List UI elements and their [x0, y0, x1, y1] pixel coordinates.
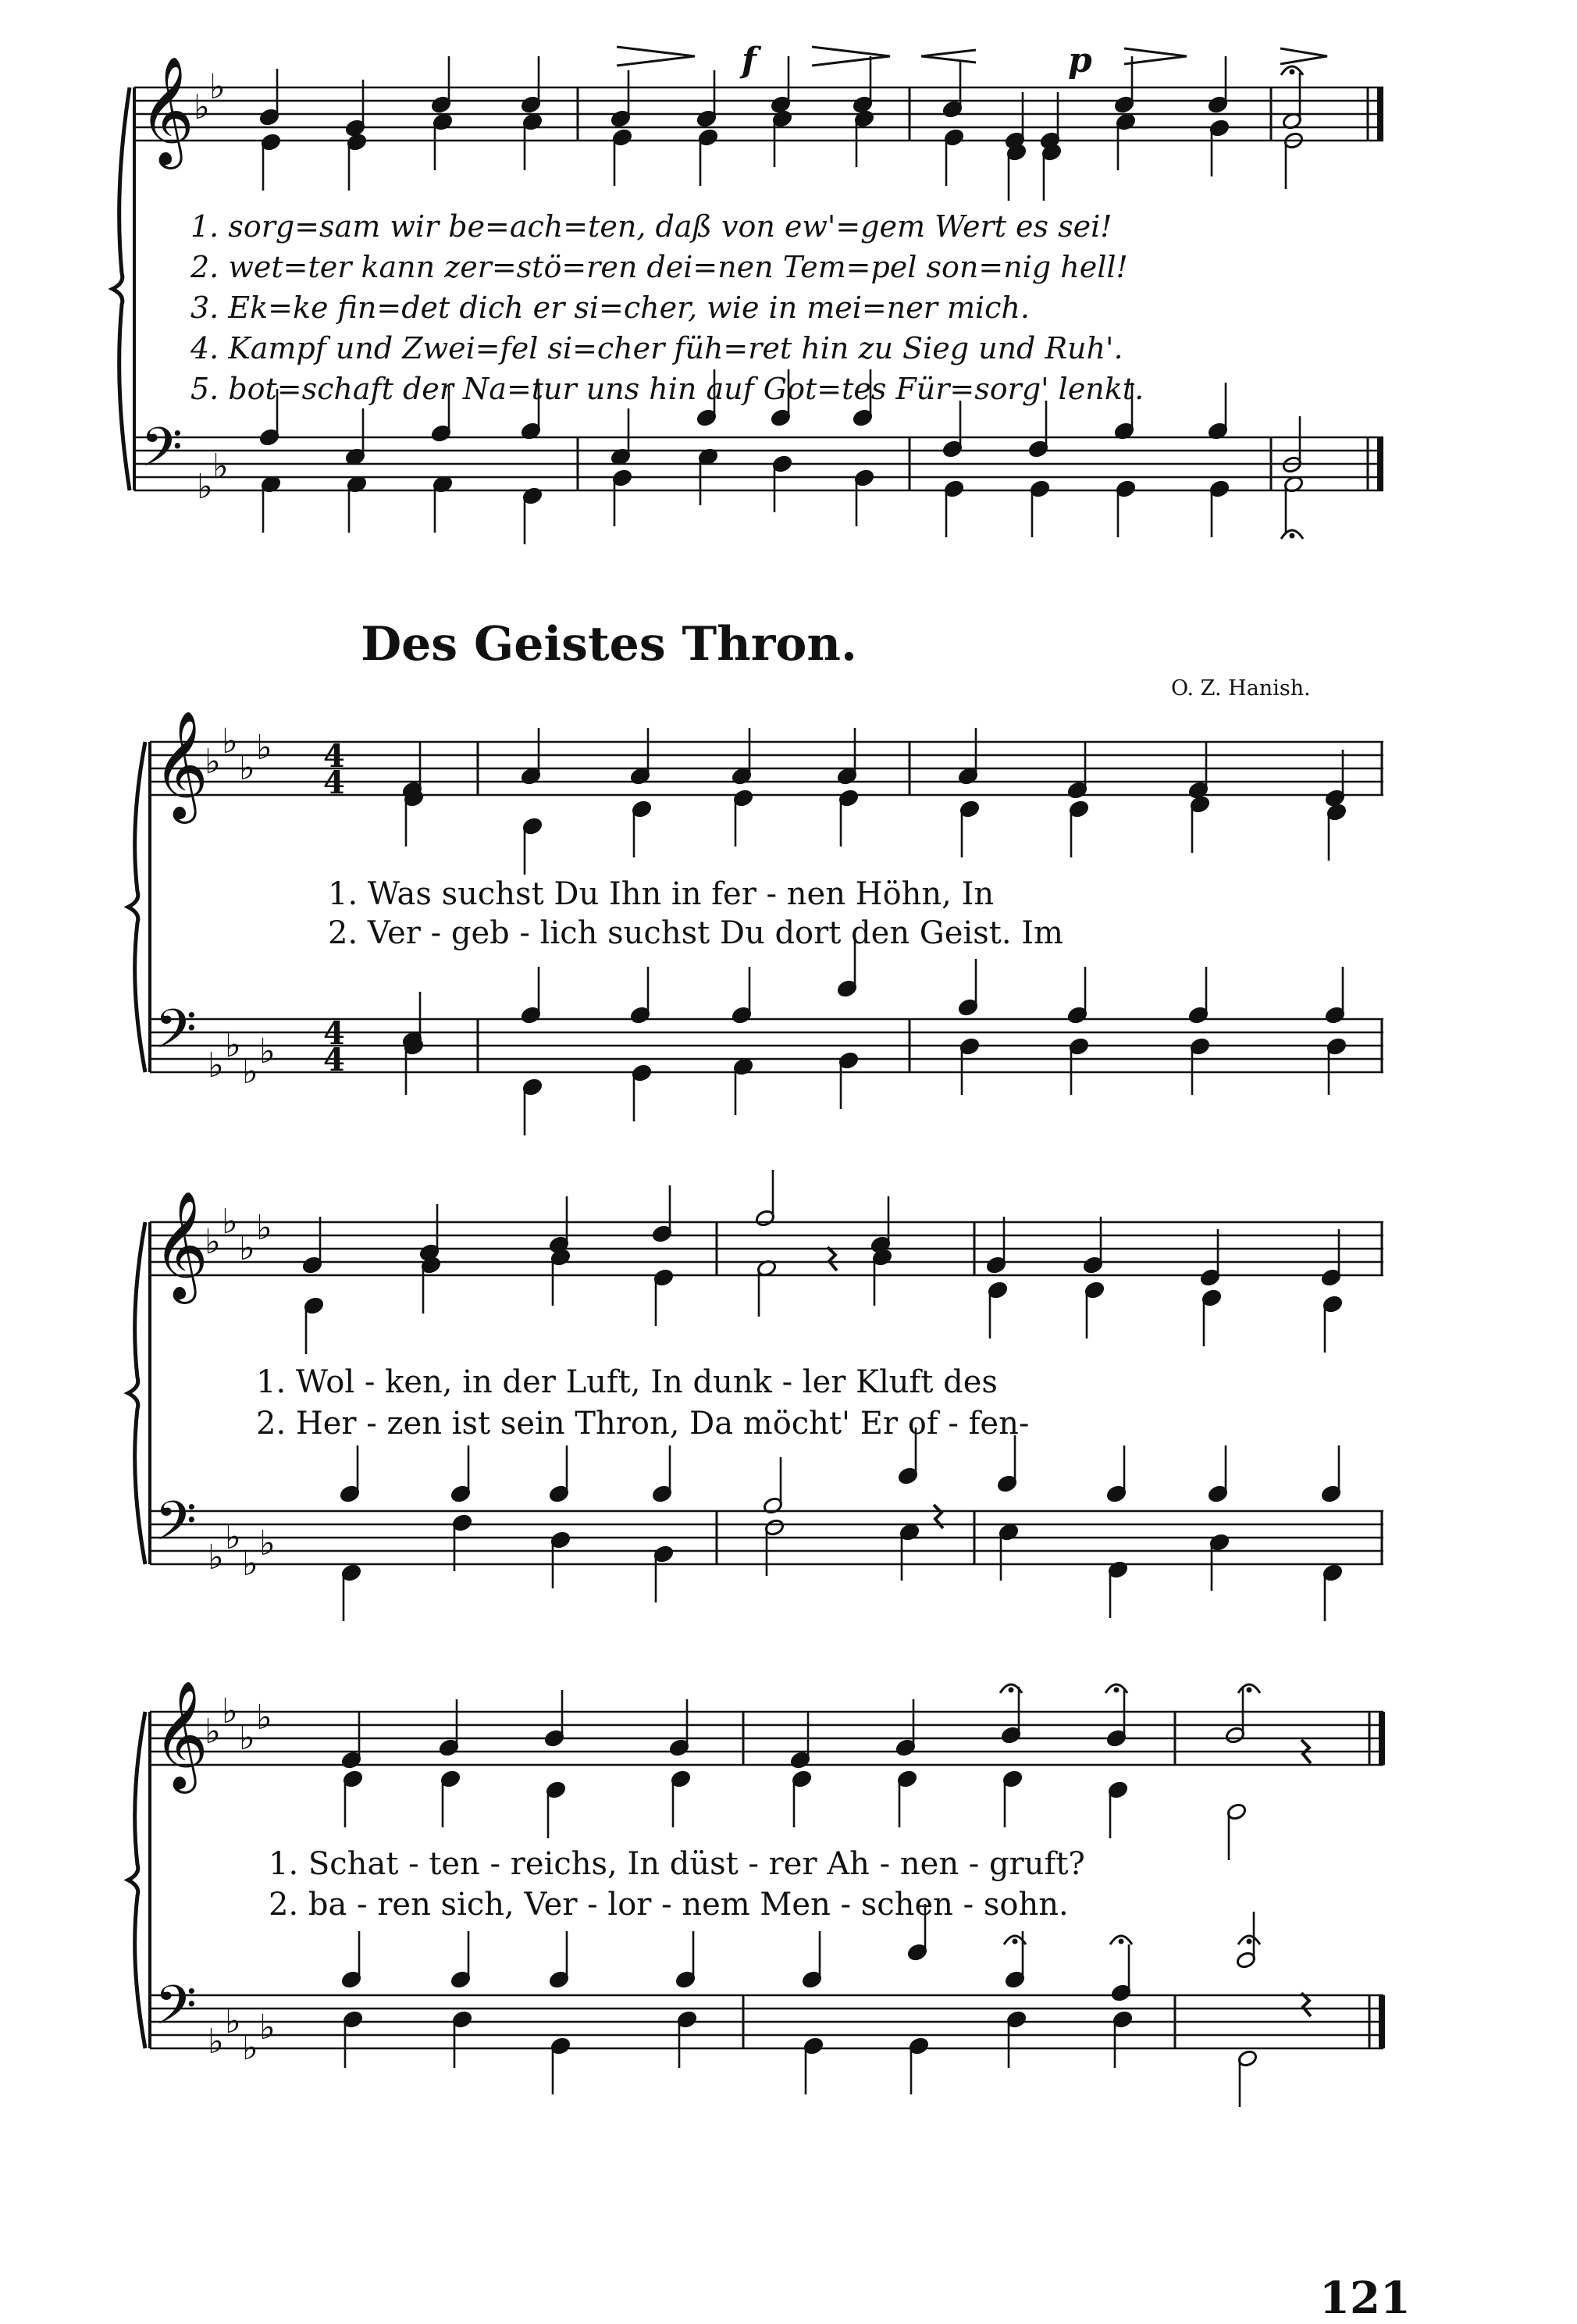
dynamic-piano: p	[1068, 41, 1092, 80]
prev-verse-5: 5. bot=schaft der Na=tur uns hin auf Got=tes Für=sorg' lenkt.	[190, 372, 1144, 406]
system1-verse1: 1. Was suchst Du Ihn in fer - nen Höhn, In	[328, 876, 995, 912]
sys1-key-flat: ♭	[239, 748, 255, 788]
sys1-key-flat: ♭	[256, 728, 272, 768]
prev-fermata-bass-dot	[1290, 533, 1295, 539]
sys3-key-flat: ♭	[239, 1718, 255, 1758]
prev-verse-3: 3. Ek=ke fin=det dich er si=cher, wie in mei=ner mich.	[190, 290, 1030, 325]
sys3-fermata-bass-dot	[1013, 1939, 1018, 1944]
sys2-key-flat: ♭	[205, 1222, 221, 1262]
time-signature-bass-num: 4	[323, 1015, 345, 1052]
time-signature-treble-den: 4	[323, 765, 345, 801]
sys3-key-flat-bass: ♭	[242, 2028, 258, 2068]
sys3-key-flat: ♭	[205, 1712, 221, 1752]
sys3-key-flat: ♭	[256, 1698, 272, 1738]
page-number: 121	[1319, 2272, 1411, 2324]
sys2-key-flat-bass: ♭	[208, 1538, 224, 1577]
sys2-key-flat-bass: ♭	[225, 1517, 241, 1557]
prev-crescendo	[1124, 48, 1187, 64]
prev-fermata-dot	[1290, 70, 1295, 75]
prev-treble-clef: 𝄞	[139, 56, 194, 165]
prev-decrescendo	[812, 47, 890, 66]
sys2-bass-clef: 𝄢	[155, 1489, 198, 1566]
sys3-key-flat-bass: ♭	[208, 2022, 224, 2062]
sys1-key-flat-bass: ♭	[208, 1046, 224, 1085]
sys3-brace	[128, 1712, 145, 2048]
sys2-treble-clef: 𝄞	[153, 1191, 208, 1299]
sys3-fermata-dot	[1247, 1688, 1252, 1693]
sys2-brace	[128, 1222, 145, 1564]
prev-key-flat-bass: ♭	[212, 447, 229, 487]
sys1-key-flat-bass: ♭	[259, 1032, 276, 1071]
sys3-fermata-dot	[1114, 1688, 1120, 1693]
system2-verse2: 2. Her - zen ist sein Thron, Da möcht' Er of - fen-	[256, 1406, 1030, 1442]
time-signature-treble-num: 4	[323, 738, 345, 775]
sys3-fermata-dot	[1009, 1688, 1014, 1693]
prev-accent	[1280, 48, 1327, 64]
sys1-bass-clef: 𝄢	[155, 997, 198, 1074]
quarter-rest	[828, 1247, 837, 1271]
sys2-key-flat-bass: ♭	[242, 1544, 258, 1584]
sys2-key-flat: ♭	[239, 1228, 255, 1268]
system3-verse2: 2. ba - ren sich, Ver - lor - nem Men - schen - sohn.	[269, 1887, 1069, 1923]
sys1-key-flat: ♭	[222, 722, 238, 761]
system2-verse1: 1. Wol - ken, in der Luft, In dunk - ler Kluft des	[256, 1364, 998, 1400]
sys2-key-flat: ♭	[222, 1202, 238, 1242]
sys3-key-flat: ♭	[222, 1691, 238, 1731]
prev-bass-clef: 𝄢	[141, 415, 183, 492]
prev-accent	[921, 50, 976, 62]
dynamic-forte: f	[742, 41, 756, 80]
sys2-key-flat: ♭	[256, 1208, 272, 1248]
prev-key-flat: ♭	[194, 87, 210, 127]
sys1-treble-clef: 𝄞	[153, 711, 208, 819]
prev-key-flat: ♭	[209, 67, 226, 107]
quarter-rest	[1301, 1993, 1311, 2016]
prev-verse-4: 4. Kampf und Zwei=fel si=cher füh=ret hin zu Sieg und Ruh'.	[190, 331, 1123, 365]
sys3-fermata-bass-dot	[1119, 1939, 1124, 1944]
prev-verse-1: 1. sorg=sam wir be=ach=ten, daß von ew'=gem Wert es sei!	[190, 209, 1112, 244]
sys3-key-flat-bass: ♭	[259, 2008, 276, 2048]
sys1-key-flat-bass: ♭	[242, 1052, 258, 1092]
time-signature-bass-den: 4	[323, 1042, 345, 1078]
sys3-fermata-bass-dot	[1247, 1939, 1252, 1944]
system1-verse2: 2. Ver - geb - lich suchst Du dort den Geist. Im	[328, 915, 1063, 951]
hymn-title: Des Geistes Thron.	[361, 617, 857, 672]
sys3-bass-clef: 𝄢	[155, 1973, 198, 2050]
prev-system-brace	[112, 87, 130, 490]
prev-key-flat-bass: ♭	[197, 467, 213, 507]
system3-verse1: 1. Schat - ten - reichs, In düst - rer Ah - nen - gruft?	[269, 1846, 1085, 1882]
sys2-key-flat-bass: ♭	[259, 1524, 276, 1563]
prev-verse-2: 2. wet=ter kann zer=stö=ren dei=nen Tem=pel son=nig hell!	[190, 250, 1128, 284]
sys1-key-flat-bass: ♭	[225, 1025, 241, 1065]
composer: O. Z. Hanish.	[1171, 676, 1311, 700]
sys1-brace	[128, 742, 145, 1072]
sys3-key-flat-bass: ♭	[225, 2001, 241, 2041]
sys3-treble-clef: 𝄞	[153, 1681, 208, 1789]
prev-decrescendo	[617, 47, 695, 66]
sys1-key-flat: ♭	[205, 742, 221, 782]
